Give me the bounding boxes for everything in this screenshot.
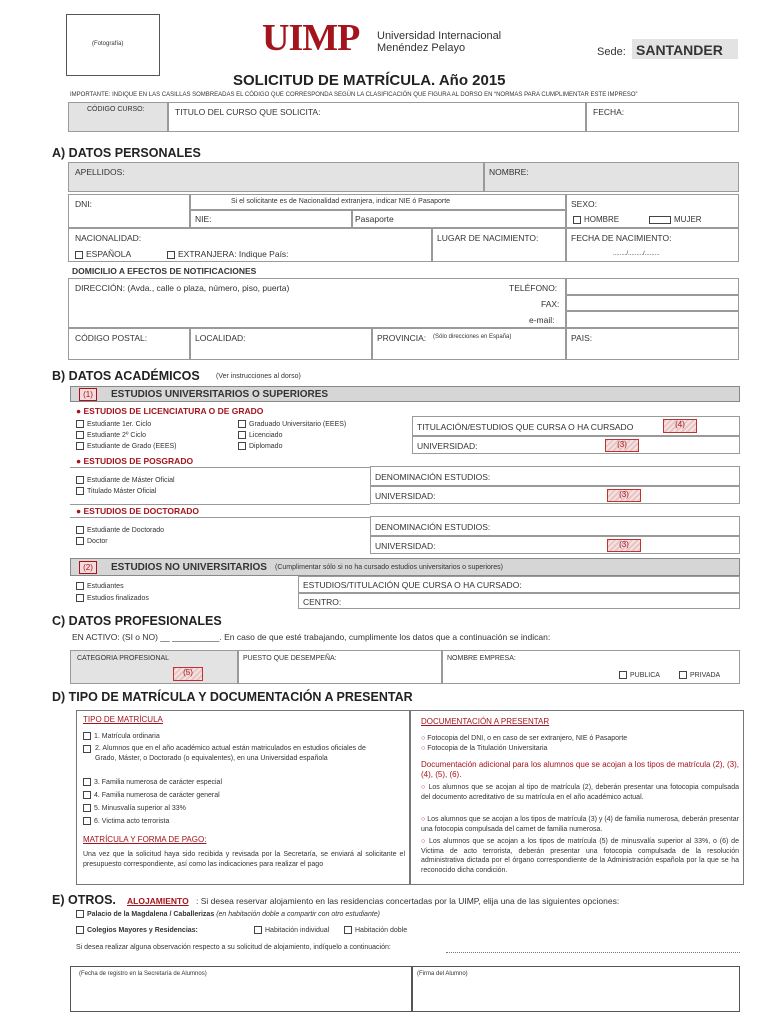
posgrado-rule <box>70 467 370 468</box>
codigo-postal-field[interactable]: CÓDIGO POSTAL: <box>68 328 190 360</box>
doc-opt-1[interactable]: Estudiante de Doctorado <box>76 526 164 534</box>
posgrado-heading: ● ESTUDIOS DE POSGRADO <box>76 456 194 466</box>
doc-item-1: ○ Fotocopia del DNI, o en caso de ser extranjero, NIE ó Pasaporte <box>421 735 628 742</box>
lic-opt2-1[interactable]: Graduado Universitario (EEES) <box>238 420 346 428</box>
tipo-matricula-panel: TIPO DE MATRÍCULA 1. Matrícula ordinaria 2. Alumnos que en el año académico actual están matriculados en estudios oficiales de Grado, Máster, o Doctorado (o equivalentes), en una Universidad española 3. Familia numerosa de carácter especial 4. Familia numerosa de carácter general 5. Minusvalía superior al 33% 6. Victima acto terrorista MATRÍCULA Y FORMA DE PAGO: Una vez que la solicitud haya sido recibida y revisada por la Secretaría, se enviará al solicitante el presupuesto correspondiente, así como las indicaciones para realizar el pago <box>76 710 410 885</box>
observacion-line[interactable] <box>446 952 740 953</box>
alojamiento-text: : Si desea reservar alojamiento en las residencias concertadas por la UIMP, elija una de las siguientes opciones: <box>196 896 620 906</box>
espanola-option[interactable]: ESPAÑOLA <box>75 249 131 259</box>
lic-opt-2[interactable]: Estudiante 2º Ciclo <box>76 431 146 439</box>
categoria-field[interactable]: CATEGORIA PROFESIONAL (5) <box>70 650 238 684</box>
tipo-opt-4-checkbox[interactable] <box>83 791 91 799</box>
sexo-field: SEXO: HOMBRE MUJER <box>566 194 739 228</box>
hombre-option[interactable]: HOMBRE <box>573 215 619 224</box>
lic-opt2-3[interactable]: Diplomado <box>238 442 282 450</box>
doctorado-heading: ● ESTUDIOS DE DOCTORADO <box>76 506 200 516</box>
tipo-opt-5-checkbox[interactable] <box>83 804 91 812</box>
fecha-nacimiento-field[interactable]: FECHA DE NACIMIENTO: ......../........./......... <box>566 228 739 262</box>
important-note: IMPORTANTE: INDIQUE EN LAS CASILLAS SOMBREADAS EL CÓDIGO QUE CORRESPONDA SEGÚN LA CLASIFICACIÓN QUE FIGURA AL DORSO EN “NORMAS PARA CUMPLIMENTAR ESTE IMPRESO” <box>70 92 638 98</box>
nombre-field[interactable]: NOMBRE: <box>484 162 739 192</box>
photo-label: (Fotografía) <box>92 41 124 47</box>
estudios-titulacion-field[interactable]: ESTUDIOS/TITULACIÓN QUE CURSA O HA CURSADO: <box>298 576 740 593</box>
logo-mark: UIMP <box>262 17 360 59</box>
nacionalidad-field: NACIONALIDAD: ESPAÑOLA EXTRANJERA: Indique País: <box>68 228 432 262</box>
tipo-opt-6[interactable]: 6. Victima acto terrorista <box>83 817 169 825</box>
doc-para-3: ○ Los alumnos que se acojan a los tipos de matrícula (3) y (4) de familia numerosa, deberán presentar una fotocopia compulsada del carnet de familia numerosa. <box>421 816 739 833</box>
doble-option[interactable]: Habitación doble <box>344 926 407 934</box>
lic-opt-1-checkbox[interactable] <box>76 420 84 428</box>
logo-sub1: Universidad Internacional <box>377 30 502 42</box>
mujer-checkbox[interactable] <box>649 216 671 224</box>
telefono-input[interactable] <box>566 278 739 295</box>
universidad-field-3[interactable]: UNIVERSIDAD: (3) <box>370 536 740 554</box>
licenciatura-heading: ● ESTUDIOS DE LICENCIATURA O DE GRADO <box>76 406 264 416</box>
publica-checkbox[interactable] <box>619 671 627 679</box>
tipo-opt-2-checkbox[interactable] <box>83 745 91 753</box>
course-title-cell[interactable]: TITULO DEL CURSO QUE SOLICITA: <box>168 102 586 132</box>
individual-option[interactable]: Habitación individual <box>254 926 329 934</box>
nouniv-opt-1[interactable]: Estudiantes <box>76 582 124 590</box>
page-title: SOLICITUD DE MATRÍCULA. Año 2015 <box>233 72 506 89</box>
hombre-checkbox[interactable] <box>573 216 581 224</box>
section-b-note: (Ver instrucciones al dorso) <box>216 373 301 380</box>
tipo-opt-3[interactable]: 3. Familia numerosa de carácter especial <box>83 778 222 786</box>
titulacion-field[interactable]: TITULACIÓN/ESTUDIOS QUE CURSA O HA CURSADO (4) <box>412 416 740 436</box>
doc-item-2: ○ Fotocopia de la Titulación Universitaria <box>421 745 548 752</box>
lugar-nacimiento-field[interactable]: LUGAR DE NACIMIENTO: <box>432 228 566 262</box>
pago-text: Una vez que la solicitud haya sido recibida y revisada por la Secretaría, se enviará al solicitante el presupuesto correspondiente, así como las indicaciones para realizar el pago <box>83 851 405 868</box>
lic-opt-1[interactable]: Estudiante 1er. Ciclo <box>76 420 151 428</box>
doctorado-rule <box>70 517 370 518</box>
nouniv-header: (2) ESTUDIOS NO UNIVERSITARIOS (Cumplimentar sólo si no ha cursado estudios universitarios o superiores) <box>70 558 740 576</box>
logo-sub2: Menéndez Pelayo <box>377 42 466 54</box>
direccion-field[interactable]: DIRECCIÓN: (Avda., calle o plaza, número, piso, puerta) TELÉFONO: FAX: e-mail: <box>68 278 566 328</box>
tipo-opt-6-checkbox[interactable] <box>83 817 91 825</box>
pos-opt-2-checkbox[interactable] <box>76 487 84 495</box>
lic-opt2-3-checkbox[interactable] <box>238 442 246 450</box>
section-a-title: A) DATOS PERSONALES <box>52 146 201 160</box>
tipo-opt-3-checkbox[interactable] <box>83 778 91 786</box>
tipo-opt-1[interactable]: 1. Matrícula ordinaria <box>83 732 383 741</box>
privada-checkbox[interactable] <box>679 671 687 679</box>
provincia-field[interactable]: PROVINCIA: (Sólo direcciones en España) <box>372 328 566 360</box>
nouniv-opt-2[interactable]: Estudios finalizados <box>76 594 149 602</box>
mujer-option[interactable]: MUJER <box>649 215 702 224</box>
sede-label: Sede: <box>597 46 626 58</box>
documentacion-panel: DOCUMENTACIÓN A PRESENTAR ○ Fotocopia del DNI, o en caso de ser extranjero, NIE ó Pasaporte ○ Fotocopia de la Titulación Universitaria Documentación adicional para los alumnos que se acojan a los tipos de matrícula (2), (3), (4), (5), (6). ○ Los alumnos que se acojan al tipo de matrícula (2), deberán presentar una fotocopia compulsada del documento acreditativo de su matrícula en el año académico actual. ○ Los alumnos que se acojan a los tipos de matrícula (3) y (4) de familia numerosa, deberán presentar una fotocopia compulsada del carnet de familia numerosa. ○ Los alumnos que se acojan a los tipos de matrícula (5) de minusvalía superior al 33%, o (6) de Victima de acto terrorista, deberán presentar una fotocopia compulsada de la resolución administrativa dictada por el órgano correspondiente de la Administración española por la que se ha reconocido dicha condición. <box>410 710 744 885</box>
universidad-field-1[interactable]: UNIVERSIDAD: (3) <box>412 436 740 454</box>
domicilio-heading: DOMICILIO A EFECTOS DE NOTIFICACIONES <box>72 266 257 276</box>
doctorado-rule-top <box>70 504 370 505</box>
lic-opt2-2[interactable]: Licenciado <box>238 431 282 439</box>
pasaporte-field[interactable]: Pasaporte <box>352 210 566 228</box>
universidad-field-2[interactable]: UNIVERSIDAD: (3) <box>370 486 740 504</box>
lic-opt-3-checkbox[interactable] <box>76 442 84 450</box>
doble-checkbox[interactable] <box>344 926 352 934</box>
registro-box: (Fecha de registro en la Secretaría de Alumnos) <box>70 966 412 1012</box>
course-code-cell[interactable]: CÓDIGO CURSO: <box>68 102 168 132</box>
extranjera-option[interactable]: EXTRANJERA: Indique País: <box>167 249 289 259</box>
alojamiento-label: ALOJAMIENTO <box>127 896 189 906</box>
extranjera-note: Si el solicitante es de Nacionalidad extranjera, indicar NIE ó Pasaporte <box>190 194 566 210</box>
tipo-opt-5[interactable]: 5. Minusvalía superior al 33% <box>83 804 186 812</box>
colegios-option[interactable]: Colegios Mayores y Residencias: <box>76 926 198 934</box>
espanola-checkbox[interactable] <box>75 251 83 259</box>
lic-opt2-2-checkbox[interactable] <box>238 431 246 439</box>
individual-checkbox[interactable] <box>254 926 262 934</box>
pos-opt-1[interactable]: Estudiante de Máster Oficial <box>76 476 175 484</box>
pais-field[interactable]: PAIS: <box>566 328 739 360</box>
puesto-field[interactable]: PUESTO QUE DESEMPEÑA: <box>238 650 442 684</box>
doc-adicional: Documentación adicional para los alumnos que se acojan a los tipos de matrícula (2), (3), (4), (5), (6). <box>421 760 739 779</box>
localidad-field[interactable]: LOCALIDAD: <box>190 328 372 360</box>
section-c-title: C) DATOS PROFESIONALES <box>52 614 222 628</box>
doc-opt-1-checkbox[interactable] <box>76 526 84 534</box>
nouniv-opt-1-checkbox[interactable] <box>76 582 84 590</box>
colegios-checkbox[interactable] <box>76 926 84 934</box>
pos-opt-1-checkbox[interactable] <box>76 476 84 484</box>
privada-option[interactable]: PRIVADA <box>679 671 720 679</box>
dni-field[interactable]: DNI: <box>68 194 190 228</box>
nie-field[interactable]: NIE: <box>190 210 352 228</box>
lic-opt-2-checkbox[interactable] <box>76 431 84 439</box>
pos-opt-2[interactable]: Titulado Máster Oficial <box>76 487 156 495</box>
denominacion-field-2[interactable]: DENOMINACIÓN ESTUDIOS: <box>370 516 740 536</box>
extranjera-checkbox[interactable] <box>167 251 175 259</box>
en-activo-text: EN ACTIVO: (SI o NO) __ __________. En caso de que esté trabajando, cumplimente los datos que a continuación se indican: <box>72 632 551 642</box>
tipo-opt-1-checkbox[interactable] <box>83 732 91 740</box>
tipo-opt-2[interactable]: 2. Alumnos que en el año académico actual están matriculados en estudios oficiales de Grado, Máster, o Doctorado (o equivalentes), en una Universidad española <box>83 744 383 764</box>
univ-header: (1) ESTUDIOS UNIVERSITARIOS O SUPERIORES <box>70 386 740 402</box>
lic-opt2-1-checkbox[interactable] <box>238 420 246 428</box>
tipo-opt-4[interactable]: 4. Familia numerosa de carácter general <box>83 791 220 799</box>
lic-opt-3[interactable]: Estudiante de Grado (EEES) <box>76 442 177 450</box>
doc-para-2: ○ Los alumnos que se acojan al tipo de matrícula (2), deberán presentar una fotocopia compulsada del documento acreditativo de su matrícula en el año académico actual. <box>421 784 739 801</box>
course-date-cell[interactable]: FECHA: <box>586 102 739 132</box>
observacion-text: Si desea realizar alguna observación respecto a su solicitud de alojamiento, indíquelo a continuación: <box>76 944 391 951</box>
apellidos-field[interactable]: APELLIDOS: <box>68 162 484 192</box>
section-b-title: B) DATOS ACADÉMICOS <box>52 369 200 383</box>
empresa-field[interactable]: NOMBRE EMPRESA: PUBLICA PRIVADA <box>442 650 740 684</box>
section-e-title: E) OTROS. <box>52 893 116 907</box>
doc-opt-2-checkbox[interactable] <box>76 537 84 545</box>
doc-opt-2[interactable]: Doctor <box>76 537 108 545</box>
centro-field[interactable]: CENTRO: <box>298 593 740 609</box>
palacio-checkbox[interactable] <box>76 910 84 918</box>
doc-para-4: ○ Los alumnos que se acojan a los tipos de matrícula (5) de minusvalía superior al 33%, o (6) de Victima de acto terrorista, deberán presentar una fotocopia compulsada de la resolución administrativa dictada por el órgano correspondiente de la Administración española por la que se ha reconocido dicha condición. <box>421 838 739 874</box>
sede-value: SANTANDER <box>632 39 738 59</box>
fax-input[interactable] <box>566 295 739 311</box>
denominacion-field-1[interactable]: DENOMINACIÓN ESTUDIOS: <box>370 466 740 486</box>
section-d-title: D) TIPO DE MATRÍCULA Y DOCUMENTACIÓN A PRESENTAR <box>52 690 413 704</box>
nouniv-opt-2-checkbox[interactable] <box>76 594 84 602</box>
publica-option[interactable]: PUBLICA <box>619 671 660 679</box>
firma-box[interactable]: (Firma del Alumno) <box>412 966 740 1012</box>
email-input[interactable] <box>566 311 739 328</box>
palacio-option[interactable]: Palacio de la Magdalena / Caballerizas (en habitación doble a compartir con otro estudiante) <box>76 910 380 918</box>
